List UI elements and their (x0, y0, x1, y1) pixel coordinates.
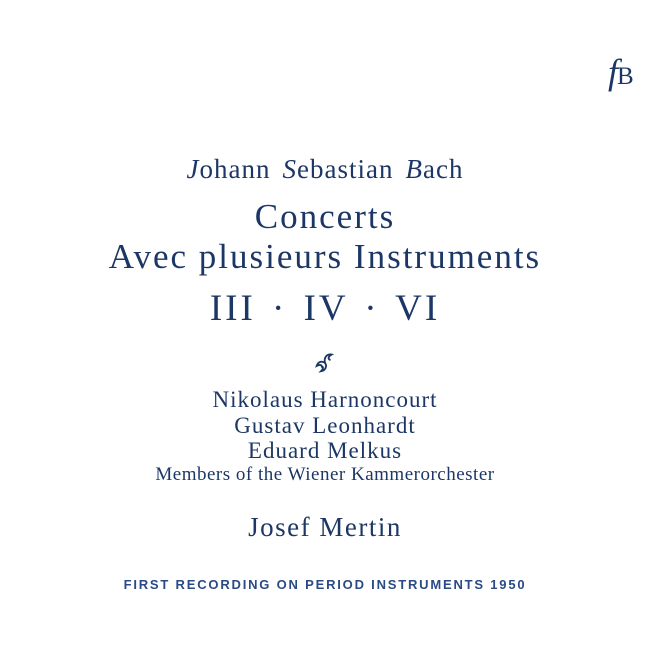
composer-name (0, 154, 650, 185)
ensemble-credit: Members of the Wiener Kammerorchester (155, 464, 495, 485)
ornament-row (0, 346, 650, 378)
composer-word: Sebastian (282, 154, 394, 184)
logo-letter-f: f (608, 52, 619, 92)
album-title-line2: Avec plusieurs Instruments (108, 237, 542, 276)
album-title-numerals: III · IV · VI (209, 288, 441, 329)
composer-word: Johann (186, 154, 271, 184)
conductor-name: Josef Mertin (248, 512, 402, 542)
footer-note: FIRST RECORDING ON PERIOD INSTRUMENTS 1950 (123, 577, 527, 592)
fleuron-ornament-icon (311, 348, 339, 376)
album-title-line1: Concerts (254, 197, 396, 236)
performer-name: Nikolaus Harnoncourt (212, 387, 438, 412)
composer-word: Bach (405, 154, 464, 184)
performer-name: Eduard Melkus (247, 438, 403, 463)
logo-letter-b: B (617, 63, 634, 90)
record-label-logo (608, 52, 634, 92)
performer-name: Gustav Leonhardt (234, 413, 416, 438)
